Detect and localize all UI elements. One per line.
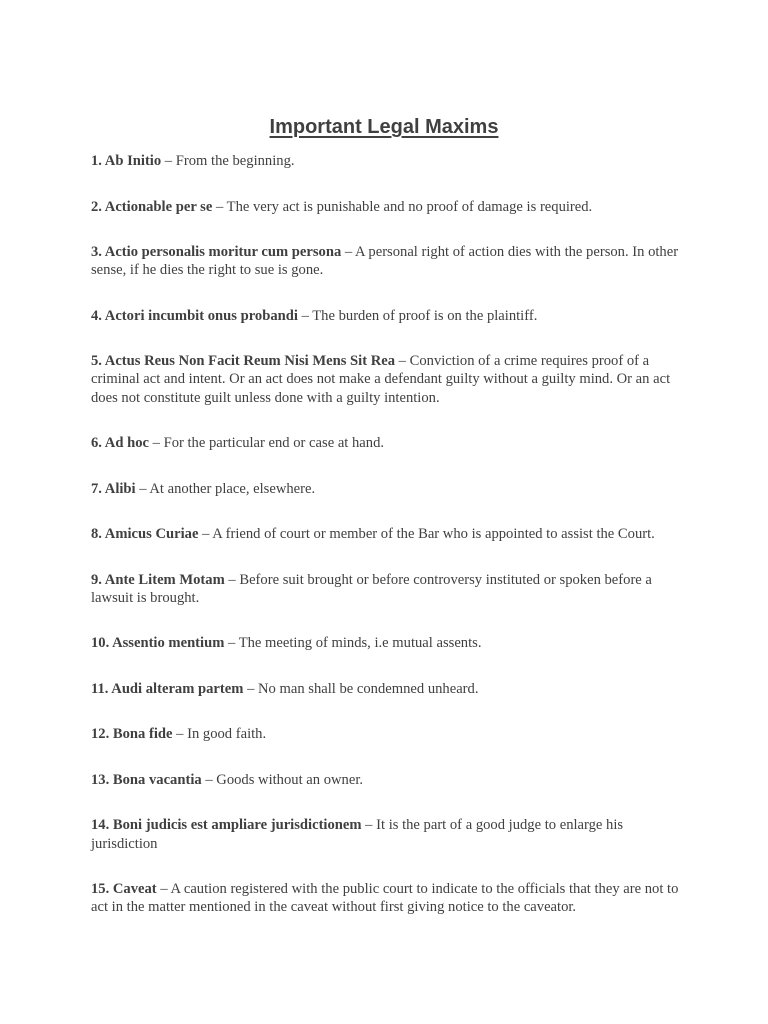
list-item xyxy=(91,816,681,852)
maxim-term: 1. Ab Initio xyxy=(91,153,162,169)
maxim-definition: – A personal right of action dies with the person. In other sense, if he dies the right to sue is gone. xyxy=(91,244,679,279)
maxim-term: 15. Caveat xyxy=(91,881,157,898)
maxim-term: 13. Bona vacantia xyxy=(91,771,202,788)
maxim-term: 7. Alibi xyxy=(91,480,136,497)
list-item xyxy=(91,480,681,498)
page-title: Important Legal Maxims xyxy=(269,116,499,138)
maxim-term: 14. Boni judicis est ampliare jurisdictionem xyxy=(91,817,362,834)
list-item xyxy=(91,525,681,543)
maxim-term: 6. Ad hoc xyxy=(91,435,149,452)
maxim-term: 2. Actionable per se xyxy=(91,198,213,215)
list-item xyxy=(91,680,681,698)
maxim-term: 5. Actus Reus Non Facit Reum Nisi Mens Sit Rea xyxy=(91,353,396,370)
list-item xyxy=(91,725,681,743)
maxim-term: 8. Amicus Curiae xyxy=(91,526,199,543)
maxim-term: 3. Actio personalis moritur cum persona xyxy=(91,244,342,260)
list-item xyxy=(91,243,681,279)
maxim-definition: – A caution registered with the public court to indicate to the officials that they are not to act in the matter mentioned in the caveat without first giving notice to the caveator. xyxy=(91,881,679,916)
maxim-term: 4. Actori incumbit onus probandi xyxy=(91,307,298,324)
maxim-definition: – From the beginning. xyxy=(161,153,295,169)
maxim-definition: – In good faith. xyxy=(172,726,267,743)
list-item xyxy=(91,880,681,916)
maxim-definition: – The very act is punishable and no proof of damage is required. xyxy=(212,198,593,215)
list-item xyxy=(91,198,681,216)
list-item xyxy=(91,634,681,652)
maxim-definition: – At another place, elsewhere. xyxy=(135,480,316,497)
maxim-definition: – The burden of proof is on the plaintiff. xyxy=(297,307,538,324)
maxims-list xyxy=(91,152,681,944)
maxim-term: 12. Bona fide xyxy=(91,726,173,743)
maxim-definition: – The meeting of minds, i.e mutual assents. xyxy=(224,635,482,652)
maxim-definition: – For the particular end or case at hand. xyxy=(148,435,385,452)
list-item xyxy=(91,434,681,452)
maxim-definition: – A friend of court or member of the Bar who is appointed to assist the Court. xyxy=(198,526,655,543)
maxim-term: 10. Assentio mentium xyxy=(91,635,225,652)
list-item xyxy=(91,571,681,607)
maxim-definition: – Conviction of a crime requires proof of a criminal act and intent. Or an act does not make a defendant guilty without a guilty mind. Or an act does not constitute guilt unless done with a guilty intention. xyxy=(91,353,671,406)
list-item xyxy=(91,152,681,170)
maxim-definition: – Goods without an owner. xyxy=(201,771,364,788)
maxim-term: 9. Ante Litem Motam xyxy=(91,571,225,588)
list-item xyxy=(91,307,681,325)
list-item xyxy=(91,352,681,407)
maxim-definition: – Before suit brought or before controversy instituted or spoken before a lawsuit is brought. xyxy=(91,571,652,606)
maxim-definition: – It is the part of a good judge to enlarge his jurisdiction xyxy=(91,817,624,852)
maxim-term: 11. Audi alteram partem xyxy=(91,680,244,697)
list-item xyxy=(91,771,681,789)
maxim-definition: – No man shall be condemned unheard. xyxy=(243,680,479,697)
